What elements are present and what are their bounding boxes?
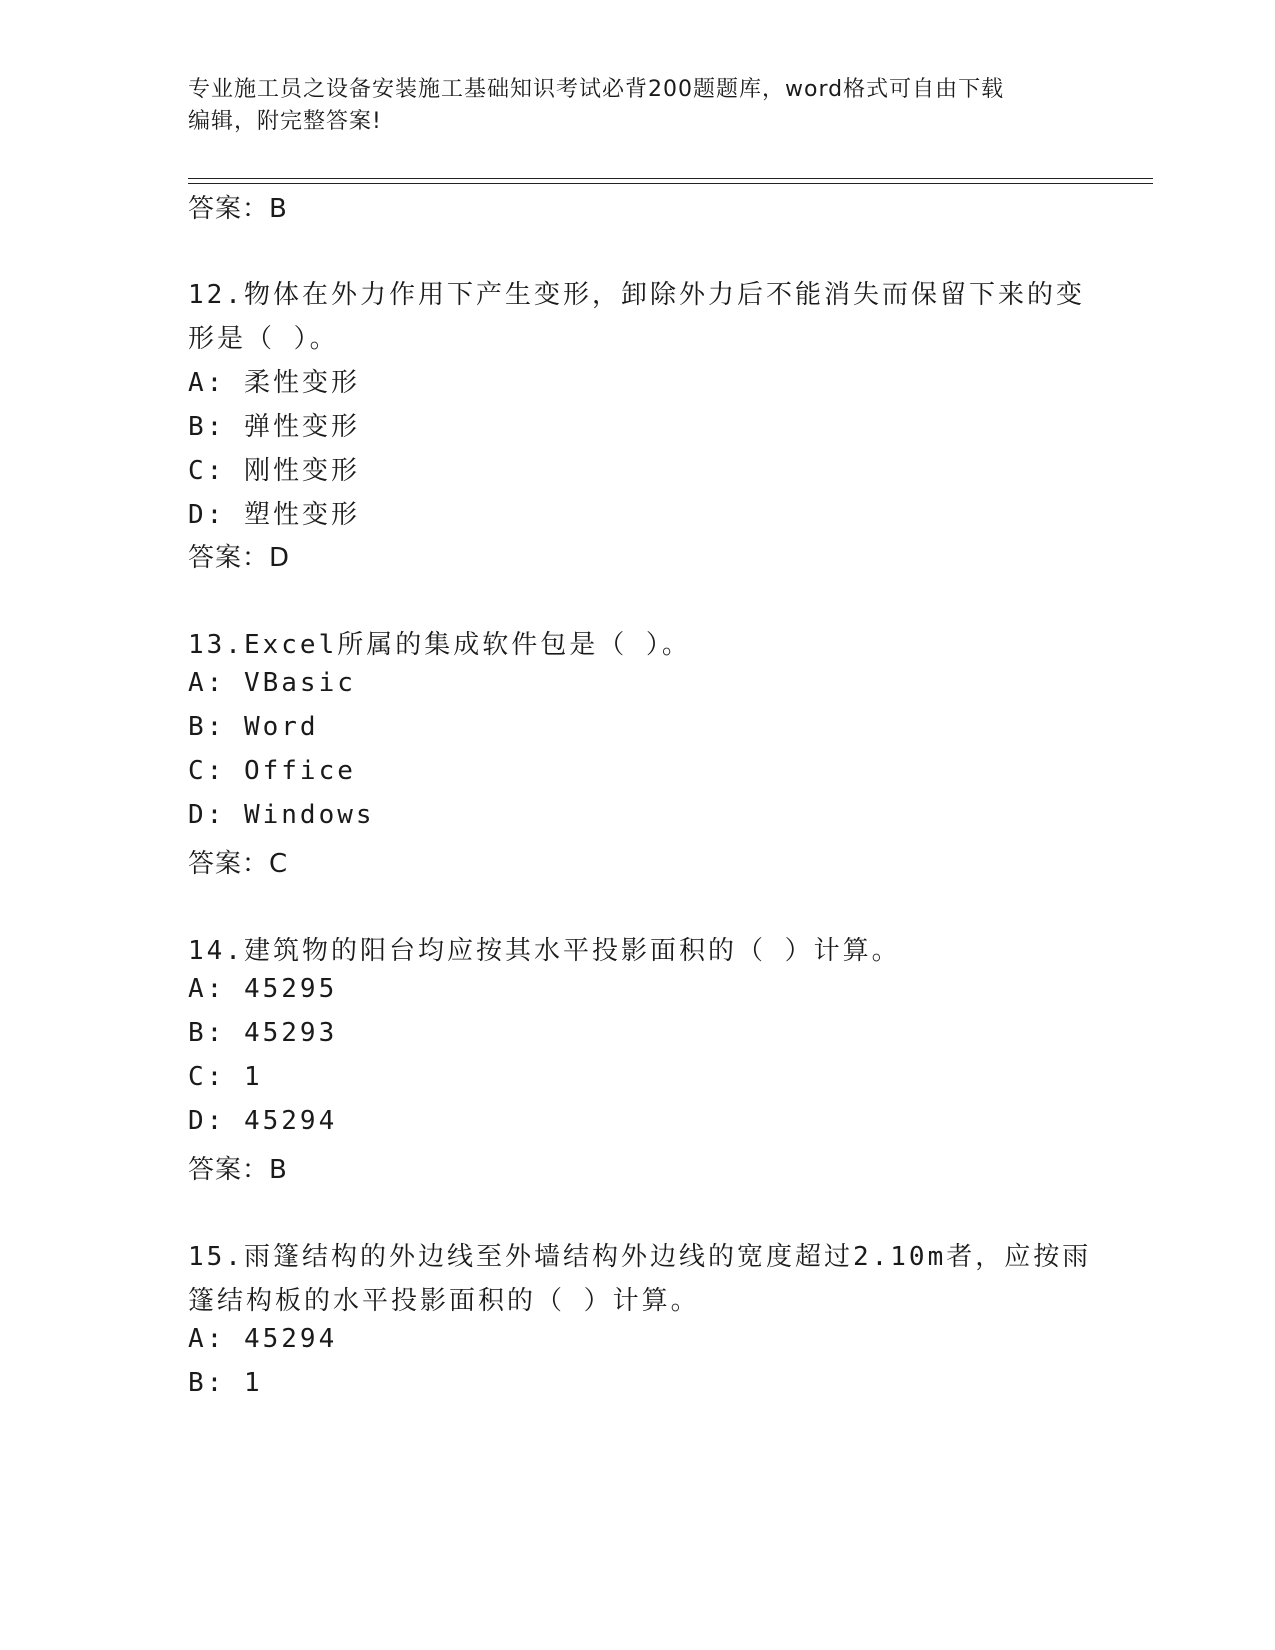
q13-option-a: A: VBasic (188, 668, 356, 698)
q12-option-a: A: 柔性变形 (188, 368, 360, 398)
q14-stem: 14.建筑物的阳台均应按其水平投影面积的（ ）计算。 (188, 936, 901, 966)
q13-option-b: B: Word (188, 712, 319, 742)
q14-option-b: B: 45293 (188, 1018, 338, 1048)
header-line-1: 专业施工员之设备安装施工基础知识考试必背200题题库，word格式可自由下载 (188, 77, 1005, 102)
document-header (188, 74, 1088, 138)
q15-stem-line-2: 篷结构板的水平投影面积的（ ）计算。 (188, 1286, 700, 1316)
q12-stem-line-1: 12.物体在外力作用下产生变形，卸除外力后不能消失而保留下来的变 (188, 280, 1085, 310)
q14-option-c: C: 1 (188, 1062, 263, 1092)
q12-option-c: C: 刚性变形 (188, 456, 360, 486)
answer-q11: 答案：B (188, 194, 288, 224)
header-rule-top (188, 178, 1153, 179)
q12-stem-line-2: 形是（ ）。 (188, 324, 339, 354)
q14-option-a: A: 45295 (188, 974, 338, 1004)
q13-answer: 答案：C (188, 849, 289, 879)
q15-stem-line-1: 15.雨篷结构的外边线至外墙结构外边线的宽度超过2.10m者，应按雨 (188, 1242, 1092, 1272)
header-rule-bottom (188, 183, 1153, 184)
q15-option-a: A: 45294 (188, 1324, 338, 1354)
q13-stem: 13.Excel所属的集成软件包是（ ）。 (188, 630, 691, 660)
q13-option-d: D: Windows (188, 800, 375, 830)
q15-option-b: B: 1 (188, 1368, 263, 1398)
q12-option-b: B: 弹性变形 (188, 412, 360, 442)
q12-option-d: D: 塑性变形 (188, 500, 360, 530)
header-line-2: 编辑，附完整答案! (188, 109, 382, 134)
q14-answer: 答案：B (188, 1155, 288, 1185)
q13-option-c: C: Office (188, 756, 356, 786)
q14-option-d: D: 45294 (188, 1106, 338, 1136)
q12-answer: 答案：D (188, 543, 291, 573)
